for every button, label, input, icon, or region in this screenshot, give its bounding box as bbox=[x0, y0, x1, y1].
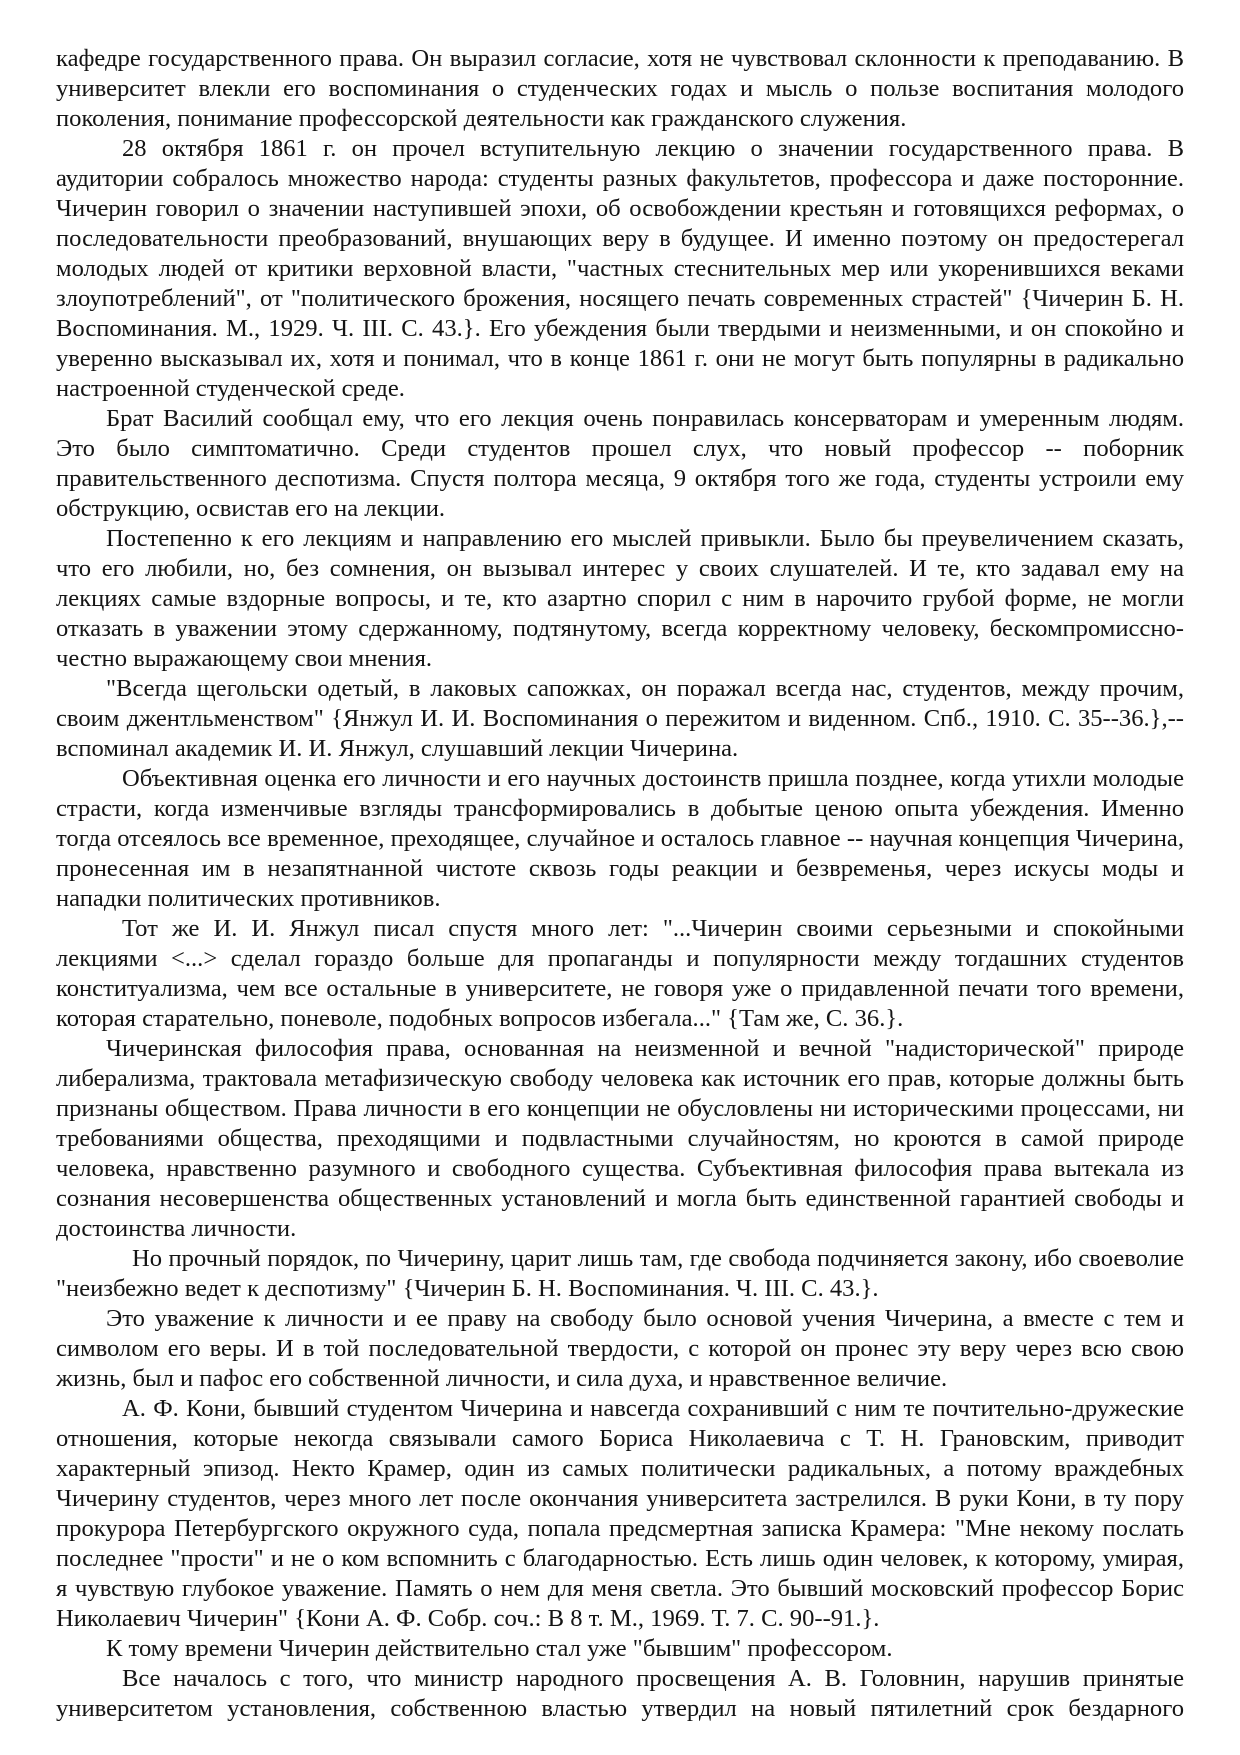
paragraph-respect-for-personality: Это уважение к личности и ее праву на свободу было основой учения Чичерина, а вместе с тем и символом его веры. И в той последовательной твердости, с которой он пронес эту веру через всю свою жизнь, был и пафос его собственной личности, и сила духа, и нравственное величие. bbox=[56, 1305, 1184, 1392]
paragraph-continuation: кафедре государственного права. Он выразил согласие, хотя не чувствовал склонности к преподаванию. В университет влекли его воспоминания о студенческих годах и мысль о пользе воспитания молодого поколения, понимание профессорской деятельности как гражданского служения. bbox=[56, 45, 1184, 132]
paragraph-objective-assessment: Объективная оценка его личности и его научных достоинств пришла позднее, когда утихли молодые страсти, когда изменчивые взгляды трансформировались в добытые ценою опыта убеждения. Именно тогда отсеялось все временное, преходящее, случайное и осталось главное -- научная концепция Чичерина, пронесенная им в незапятнанной чистоте сквозь годы реакции и безвременья, через искусы моды и нападки политических противников. bbox=[56, 765, 1184, 912]
paragraph-golovnin: Все началось с того, что министр народного просвещения А. В. Головнин, нарушив принятые университетом установления, собственною властью утвердил на новый пятилетний срок бездарного bbox=[56, 1665, 1184, 1722]
document-page bbox=[56, 44, 1184, 1724]
paragraph-brother-vasily: Брат Василий сообщал ему, что его лекция очень понравилась консерваторам и умеренным людям. Это было симптоматично. Среди студентов прошел слух, что новый профессор -- поборник правительственного деспотизма. Спустя полтора месяца, 9 октября того же года, студенты устроили ему обструкцию, освистав его на лекции. bbox=[56, 405, 1184, 522]
paragraph-yanzhul-quote: "Всегда щегольски одетый, в лаковых сапожках, он поражал всегда нас, студентов, между прочим, своим джентльменством" {Янжул И. И. Воспоминания о пережитом и виденном. Спб., 1910. С. 35--36.},-- вспоминал академик И. И. Янжул, слушавший лекции Чичерина. bbox=[56, 675, 1184, 762]
paragraph-former-professor: К тому времени Чичерин действительно стал уже "бывшим" профессором. bbox=[106, 1635, 893, 1662]
paragraph-philosophy-of-law: Чичеринская философия права, основанная на неизменной и вечной "надисторической" природе либерализма, трактовала метафизическую свободу человека как источник его прав, которые должны быть признаны обществом. Права личности в его концепции не обусловлены ни историческими процессами, ни требованиями общества, преходящими и подвластными случайностям, но кроются в самой природе человека, нравственно разумного и свободного существа. Субъективная философия права вытекала из сознания несовершенства общественных установлений и могла быть единственной гарантией свободы и достоинства личности. bbox=[56, 1035, 1184, 1242]
paragraph-solid-order: Но прочный порядок, по Чичерину, царит лишь там, где свобода подчиняется закону, ибо своеволие "неизбежно ведет к деспотизму" {Чичерин Б. Н. Воспоминания. Ч. III. С. 43.}. bbox=[56, 1245, 1184, 1302]
paragraph-inaugural-lecture: 28 октября 1861 г. он прочел вступительную лекцию о значении государственного права. В аудитории собралось множество народа: студенты разных факультетов, профессора и даже посторонние. Чичерин говорил о значении наступившей эпохи, об освобождении крестьян и готовящихся реформах, о последовательности преобразований, внушающих веру в будущее. И именно поэтому он предостерегал молодых людей от критики верховной власти, "частных стеснительных мер или укоренившихся веками злоупотреблений", от "политического брожения, носящего печать современных страстей" {Чичерин Б. Н. Воспоминания. М., 1929. Ч. III. С. 43.}. Его убеждения были твердыми и неизменными, и он спокойно и уверенно высказывал их, хотя и понимал, что в конце 1861 г. они не могут быть популярны в радикально настроенной студенческой среде. bbox=[56, 135, 1184, 402]
paragraph-koni-episode: А. Ф. Кони, бывший студентом Чичерина и навсегда сохранивший с ним те почтительно-дружеские отношения, которые некогда связывали самого Бориса Николаевича с Т. Н. Грановским, приводит характерный эпизод. Некто Крамер, один из самых политически радикальных, а потому враждебных Чичерину студентов, через много лет после окончания университета застрелился. В руки Кони, в ту пору прокурора Петербургского окружного суда, попала предсмертная записка Крамера: "Мне некому послать последнее "прости" и не о ком вспомнить с благодарностью. Есть лишь один человек, к которому, умирая, я чувствую глубокое уважение. Память о нем для меня светла. Это бывший московский профессор Борис Николаевич Чичерин" {Кони А. Ф. Собр. соч.: В 8 т. М., 1969. Т. 7. С. 90--91.}. bbox=[56, 1395, 1184, 1632]
paragraph-yanzhul-later: Тот же И. И. Янжул писал спустя много лет: "...Чичерин своими серьезными и спокойными лекциями <...> сделал гораздо больше для пропаганды и популярности между тогдашних студентов конституализма, чем все остальные в университете, не говоря уже о придавленной печати того времени, которая старательно, поневоле, подобных вопросов избегала..." {Там же, С. 36.}. bbox=[56, 915, 1184, 1032]
paragraph-gradually: Постепенно к его лекциям и направлению его мыслей привыкли. Было бы преувеличением сказать, что его любили, но, без сомнения, он вызывал интерес у своих слушателей. И те, кто задавал ему на лекциях самые вздорные вопросы, и те, кто азартно спорил с ним в нарочито грубой форме, не могли отказать в уважении этому сдержанному, подтянутому, всегда корректному человеку, бескомпромиссно-честно выражающему свои мнения. bbox=[56, 525, 1184, 672]
